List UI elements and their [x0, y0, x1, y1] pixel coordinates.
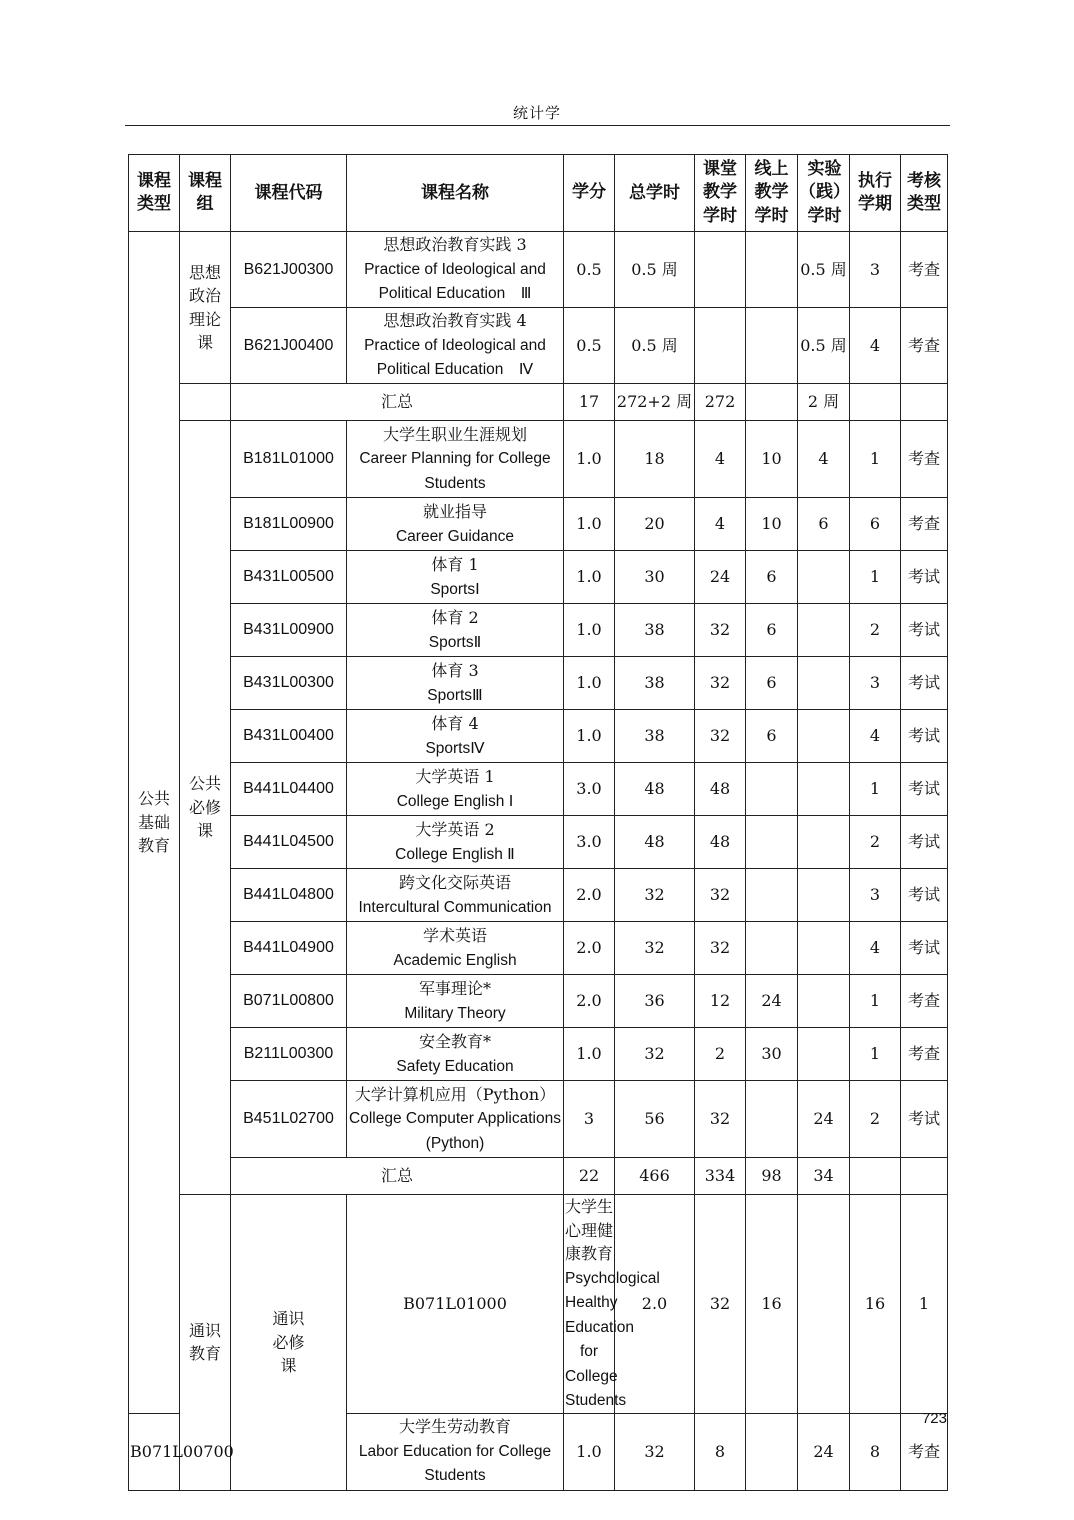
- exam-type: 考试: [901, 1081, 948, 1158]
- header-rule: [125, 125, 950, 126]
- summary-total-hours: 272+2 周: [615, 384, 695, 421]
- semester: 2: [850, 816, 901, 869]
- classroom-hours: 32: [695, 1081, 746, 1158]
- table-row: [129, 604, 948, 657]
- credit: 0.5: [564, 232, 615, 308]
- summary-classroom-hours: 334: [695, 1158, 746, 1195]
- credit: 3: [564, 1081, 615, 1158]
- total-hours: 38: [615, 710, 695, 763]
- summary-label: 汇总: [231, 1158, 564, 1195]
- semester: 1: [850, 1028, 901, 1081]
- exam-type: 考试: [901, 657, 948, 710]
- table-row: [129, 1195, 948, 1414]
- table-row: [129, 551, 948, 604]
- total-hours: 0.5 周: [615, 232, 695, 308]
- course-code: B441L04400: [231, 763, 347, 816]
- course-code: B621J00400: [231, 308, 347, 384]
- classroom-hours: 32: [695, 657, 746, 710]
- table-row: [129, 869, 948, 922]
- online-hours: [746, 308, 798, 384]
- total-hours: 30: [615, 551, 695, 604]
- course-code: B441L04900: [231, 922, 347, 975]
- summary-total-hours: 466: [615, 1158, 695, 1195]
- exam-type: 考试: [901, 869, 948, 922]
- summary-practice-hours: 34: [798, 1158, 850, 1195]
- online-hours: [746, 816, 798, 869]
- summary-exam: [901, 384, 948, 421]
- classroom-hours: [695, 308, 746, 384]
- course-code: B071L00800: [231, 975, 347, 1028]
- exam-type: 考试: [901, 604, 948, 657]
- col-header-credit: 学分: [564, 155, 615, 232]
- total-hours: 48: [615, 816, 695, 869]
- group-public-required: 公共必修课: [180, 421, 231, 1195]
- total-hours: 32: [695, 1195, 746, 1414]
- practice-hours: 24: [798, 1081, 850, 1158]
- online-hours: 6: [746, 710, 798, 763]
- practice-hours: 0.5 周: [798, 232, 850, 308]
- exam-type: 考查: [901, 1028, 948, 1081]
- online-hours: 6: [746, 657, 798, 710]
- course-name: 体育 4 SportsⅣ: [347, 710, 564, 763]
- credit: 3.0: [564, 816, 615, 869]
- table-row: [129, 498, 948, 551]
- summary-credit: 17: [564, 384, 615, 421]
- col-header-course-name: 课程名称: [347, 155, 564, 232]
- practice-hours: [798, 657, 850, 710]
- classroom-hours: 32: [695, 869, 746, 922]
- table-row: [129, 975, 948, 1028]
- credit: 2.0: [564, 922, 615, 975]
- credit: 1.0: [564, 551, 615, 604]
- total-hours: 18: [615, 421, 695, 498]
- table-row: [129, 1081, 948, 1158]
- exam-type: 考试: [901, 816, 948, 869]
- practice-hours: [798, 763, 850, 816]
- online-hours: [746, 1413, 798, 1490]
- table-row: [129, 657, 948, 710]
- summary-semester: [850, 384, 901, 421]
- exam-type: 考试: [901, 551, 948, 604]
- summary-online-hours: 98: [746, 1158, 798, 1195]
- table-row: [129, 763, 948, 816]
- summary-practice-hours: 2 周: [798, 384, 850, 421]
- summary-credit: 22: [564, 1158, 615, 1195]
- table-row: [129, 1028, 948, 1081]
- course-code: B181L00900: [231, 498, 347, 551]
- course-code: B621J00300: [231, 232, 347, 308]
- classroom-hours: 8: [695, 1413, 746, 1490]
- summary-semester: [850, 1158, 901, 1195]
- table-header-row: [129, 155, 948, 232]
- course-name: 体育 1 SportsⅠ: [347, 551, 564, 604]
- practice-hours: [798, 604, 850, 657]
- course-code: B181L01000: [231, 421, 347, 498]
- course-name: 安全教育* Safety Education: [347, 1028, 564, 1081]
- exam-type: 考查: [901, 308, 948, 384]
- classroom-hours: 4: [695, 421, 746, 498]
- course-code: B441L04500: [231, 816, 347, 869]
- practice-hours: 6: [798, 498, 850, 551]
- semester: 1: [850, 975, 901, 1028]
- col-header-practice-hours: 实验（践）学时: [798, 155, 850, 232]
- summary-row: [129, 1158, 948, 1195]
- col-header-online-hours: 线上教学学时: [746, 155, 798, 232]
- course-name: 思想政治教育实践 4 Practice of Ideological and Political Education Ⅳ: [347, 308, 564, 384]
- course-code: B441L04800: [231, 869, 347, 922]
- total-hours: 38: [615, 604, 695, 657]
- course-code: B431L00300: [231, 657, 347, 710]
- table-row: [129, 710, 948, 763]
- table-row: [129, 816, 948, 869]
- online-hours: 10: [746, 421, 798, 498]
- table-row: [129, 308, 948, 384]
- course-name: 大学生职业生涯规划 Career Planning for College Students: [347, 421, 564, 498]
- course-name: 大学生心理健康教育 Psychological Healthy Education for College Students: [564, 1195, 615, 1414]
- semester: 4: [850, 922, 901, 975]
- online-hours: [746, 232, 798, 308]
- classroom-hours: 48: [695, 763, 746, 816]
- online-hours: 6: [746, 604, 798, 657]
- total-hours: 32: [615, 922, 695, 975]
- summary-classroom-hours: 272: [695, 384, 746, 421]
- semester: 1: [901, 1195, 948, 1414]
- classroom-hours: 32: [695, 922, 746, 975]
- summary-label: 汇总: [231, 384, 564, 421]
- practice-hours: [798, 710, 850, 763]
- table-row: [129, 232, 948, 308]
- semester: 6: [850, 498, 901, 551]
- practice-hours: [798, 869, 850, 922]
- table-row: [129, 922, 948, 975]
- online-hours: [746, 922, 798, 975]
- course-name: 思想政治教育实践 3 Practice of Ideological and Political Education Ⅲ: [347, 232, 564, 308]
- semester: 1: [850, 763, 901, 816]
- semester: 2: [850, 604, 901, 657]
- page-number: 723: [921, 1410, 947, 1427]
- practice-hours: 16: [850, 1195, 901, 1414]
- group-empty: [180, 384, 231, 421]
- course-name: 就业指导 Career Guidance: [347, 498, 564, 551]
- classroom-hours: 2: [695, 1028, 746, 1081]
- online-hours: 10: [746, 498, 798, 551]
- semester: 1: [850, 551, 901, 604]
- classroom-hours: 24: [695, 551, 746, 604]
- credit: 1.0: [564, 657, 615, 710]
- exam-type: 考查: [901, 1413, 948, 1490]
- online-hours: 24: [746, 975, 798, 1028]
- practice-hours: 24: [798, 1413, 850, 1490]
- col-header-semester: 执行学期: [850, 155, 901, 232]
- total-hours: 32: [615, 869, 695, 922]
- semester: 3: [850, 232, 901, 308]
- course-code: B071L00700: [129, 1413, 180, 1490]
- course-code: B431L00900: [231, 604, 347, 657]
- credit: 2.0: [564, 869, 615, 922]
- credit: 1.0: [564, 1413, 615, 1490]
- credit: 1.0: [564, 498, 615, 551]
- semester: 3: [850, 869, 901, 922]
- summary-row: [129, 384, 948, 421]
- category-public-basic: 公共基础教育: [129, 232, 180, 1414]
- exam-type: 考查: [901, 421, 948, 498]
- course-code: B211L00300: [231, 1028, 347, 1081]
- classroom-hours: 48: [695, 816, 746, 869]
- semester: 8: [850, 1413, 901, 1490]
- online-hours: [798, 1195, 850, 1414]
- exam-type: 考查: [901, 975, 948, 1028]
- exam-type: 考试: [901, 922, 948, 975]
- col-header-total-hours: 总学时: [615, 155, 695, 232]
- exam-type: 考试: [901, 763, 948, 816]
- online-hours: 30: [746, 1028, 798, 1081]
- classroom-hours: 4: [695, 498, 746, 551]
- credit: 1.0: [564, 710, 615, 763]
- total-hours: 38: [615, 657, 695, 710]
- group-general-required: 通识必修课: [231, 1195, 347, 1491]
- credit: 1.0: [564, 421, 615, 498]
- category-general: 通识教育: [180, 1195, 231, 1491]
- semester: 4: [850, 710, 901, 763]
- course-name: 大学英语 2 College English Ⅱ: [347, 816, 564, 869]
- credit: 1.0: [564, 1028, 615, 1081]
- total-hours: 32: [615, 1028, 695, 1081]
- course-code: B071L01000: [347, 1195, 564, 1414]
- course-code: B451L02700: [231, 1081, 347, 1158]
- total-hours: 20: [615, 498, 695, 551]
- exam-type: 考查: [901, 498, 948, 551]
- practice-hours: [798, 922, 850, 975]
- classroom-hours: 16: [746, 1195, 798, 1414]
- page-header-title: 统计学: [512, 104, 561, 122]
- credit: 1.0: [564, 604, 615, 657]
- group-ideology: 思想政治理论课: [180, 232, 231, 384]
- total-hours: 32: [615, 1413, 695, 1490]
- credit: 2.0: [564, 975, 615, 1028]
- course-name: 学术英语 Academic English: [347, 922, 564, 975]
- course-code: B431L00500: [231, 551, 347, 604]
- col-header-course-code: 课程代码: [231, 155, 347, 232]
- online-hours: [746, 1081, 798, 1158]
- practice-hours: 4: [798, 421, 850, 498]
- course-code: B431L00400: [231, 710, 347, 763]
- credit: 2.0: [615, 1195, 695, 1414]
- practice-hours: [798, 816, 850, 869]
- classroom-hours: 32: [695, 604, 746, 657]
- summary-exam: [901, 1158, 948, 1195]
- course-name: 大学生劳动教育 Labor Education for College Students: [347, 1413, 564, 1490]
- summary-online-hours: [746, 384, 798, 421]
- course-name: 体育 3 SportsⅢ: [347, 657, 564, 710]
- credit: 0.5: [564, 308, 615, 384]
- semester: 1: [850, 421, 901, 498]
- practice-hours: 0.5 周: [798, 308, 850, 384]
- col-header-exam-type: 考核类型: [901, 155, 948, 232]
- total-hours: 56: [615, 1081, 695, 1158]
- col-header-course-group: 课程组: [180, 155, 231, 232]
- online-hours: [746, 763, 798, 816]
- course-name: 大学英语 1 College English Ⅰ: [347, 763, 564, 816]
- course-name: 大学计算机应用（Python） College Computer Applications (Python): [347, 1081, 564, 1158]
- practice-hours: [798, 551, 850, 604]
- course-name: 体育 2 SportsⅡ: [347, 604, 564, 657]
- classroom-hours: 32: [695, 710, 746, 763]
- online-hours: [746, 869, 798, 922]
- credit: 3.0: [564, 763, 615, 816]
- course-name: 跨文化交际英语 Intercultural Communication: [347, 869, 564, 922]
- exam-type: 考查: [901, 232, 948, 308]
- practice-hours: [798, 975, 850, 1028]
- semester: 4: [850, 308, 901, 384]
- course-name: 军事理论* Military Theory: [347, 975, 564, 1028]
- semester: 2: [850, 1081, 901, 1158]
- online-hours: 6: [746, 551, 798, 604]
- curriculum-table: [128, 154, 948, 1491]
- classroom-hours: 12: [695, 975, 746, 1028]
- exam-type: 考试: [901, 710, 948, 763]
- semester: 3: [850, 657, 901, 710]
- col-header-course-type: 课程类型: [129, 155, 180, 232]
- col-header-classroom-hours: 课堂教学学时: [695, 155, 746, 232]
- total-hours: 48: [615, 763, 695, 816]
- total-hours: 0.5 周: [615, 308, 695, 384]
- total-hours: 36: [615, 975, 695, 1028]
- table-row: [129, 421, 948, 498]
- classroom-hours: [695, 232, 746, 308]
- practice-hours: [798, 1028, 850, 1081]
